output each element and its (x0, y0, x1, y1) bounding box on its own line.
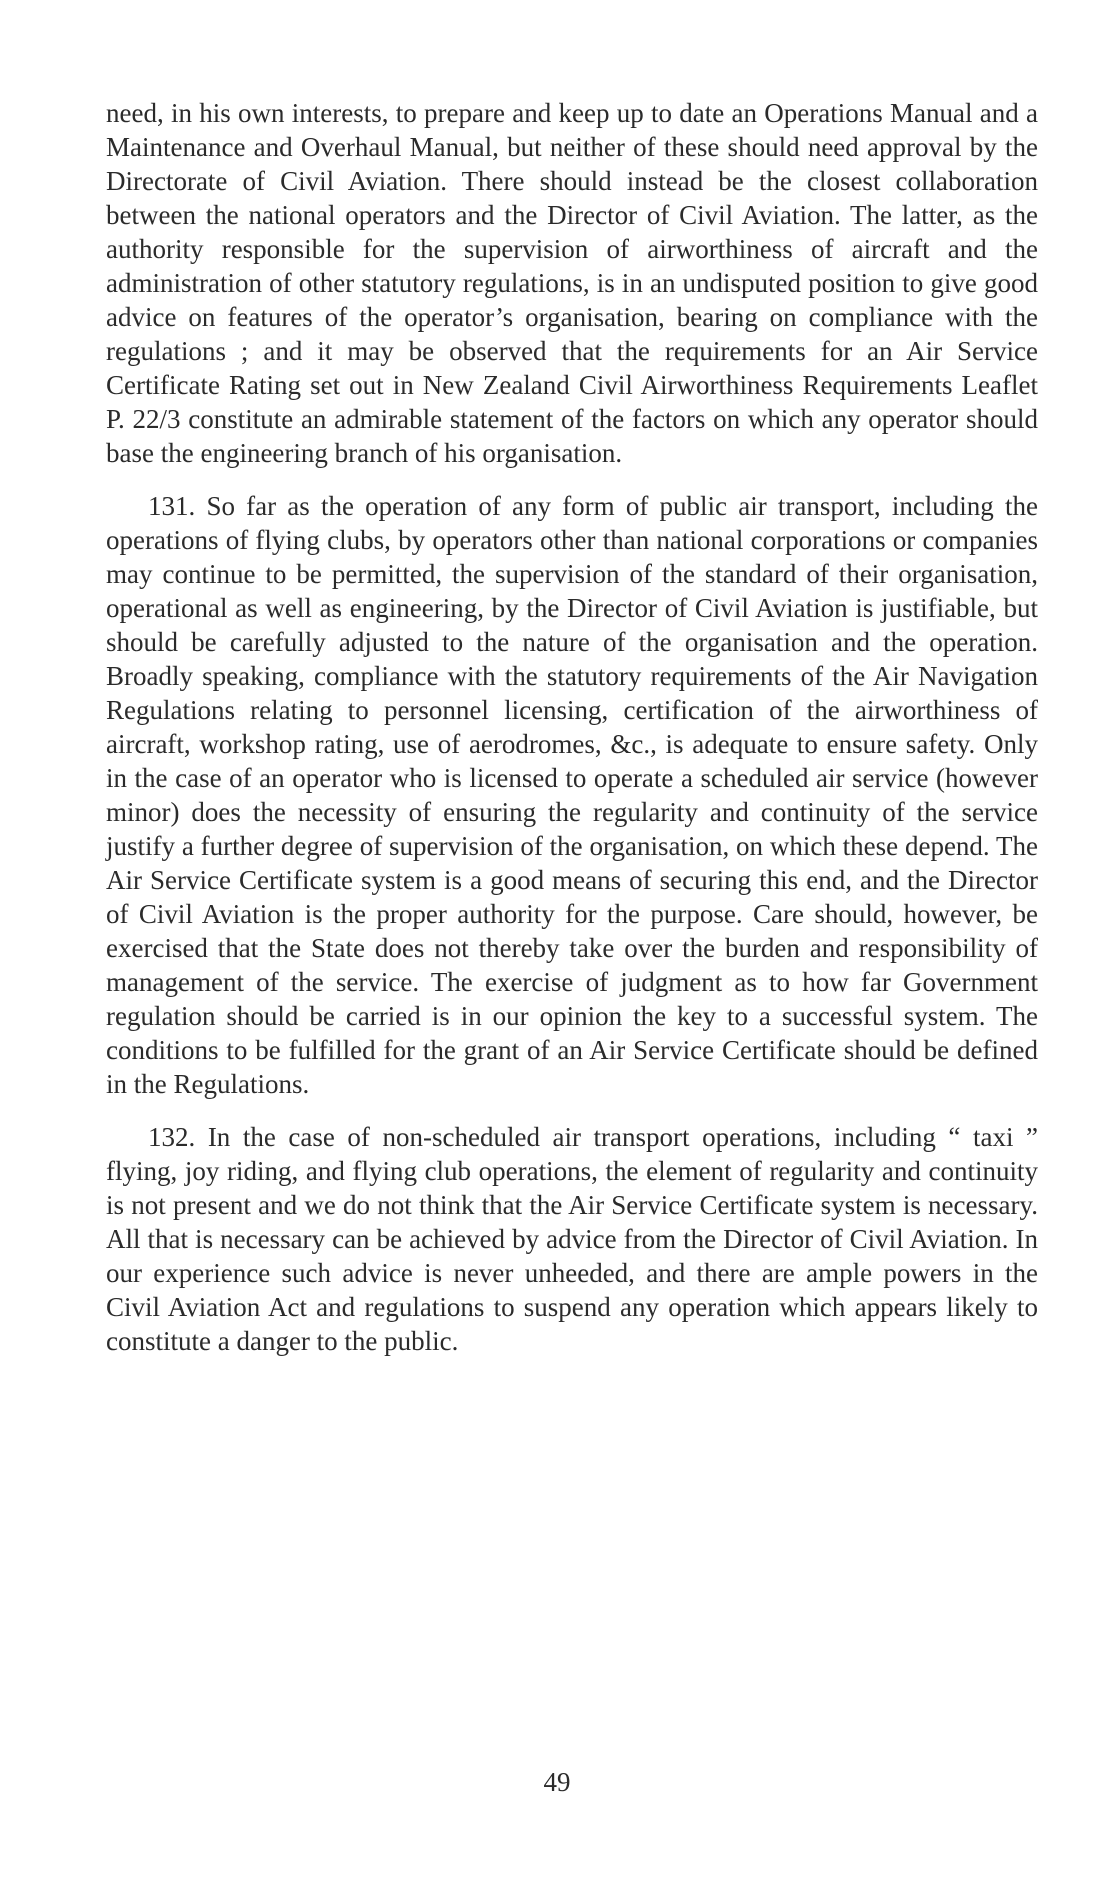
paragraph-131: 131. So far as the operation of any form of public air transport, including the operations of flying clubs, by operators other than national corporations or companies may continue to be permitted, the supervision of the standard of their organisation, operational as well as engineering, by the Director of Civil Aviation is justifiable, but should be carefully adjusted to the nature of the organisation and the operation. Broadly speaking, compliance with the statutory requirements of the Air Navigation Regulations relating to personnel licensing, certification of the airworthiness of aircraft, workshop rating, use of aerodromes, &c., is adequate to ensure safety. Only in the case of an operator who is licensed to operate a scheduled air service (however minor) does the necessity of ensuring the regularity and continuity of the service justify a further degree of supervision of the organisation, on which these depend. The Air Service Certificate system is a good means of securing this end, and the Director of Civil Aviation is the proper authority for the purpose. Care should, however, be exercised that the State does not thereby take over the burden and responsibility of management of the service. The exercise of judgment as to how far Government regulation should be carried is in our opinion the key to a successful system. The conditions to be fulfilled for the grant of an Air Service Certificate should be defined in the Regulations. (106, 491, 1038, 1099)
paragraph-continuation: need, in his own interests, to prepare and keep up to date an Operations Manual and a Maintenance and Overhaul Manual, but neither of these should need approval by the Directorate of Civil Aviation. There should instead be the closest collaboration between the national operators and the Director of Civil Aviation. The latter, as the authority responsible for the supervision of airworthiness of aircraft and the administration of other statutory regulations, is in an undisputed position to give good advice on features of the operator’s organisation, bearing on compliance with the regulations ; and it may be observed that the requirements for an Air Service Certificate Rating set out in New Zealand Civil Airworthiness Requirements Leaflet P. 22/3 constitute an admirable statement of the factors on which any operator should base the engineering branch of his organisation. (106, 98, 1038, 468)
document-page (106, 96, 1038, 1358)
paragraph-132: 132. In the case of non-scheduled air transport operations, including “ taxi ” flying, joy riding, and flying club operations, the element of regularity and continuity is not present and we do not think that the Air Service Certificate system is necessary. All that is necessary can be achieved by advice from the Director of Civil Aviation. In our experience such advice is never unheeded, and there are ample powers in the Civil Aviation Act and regulations to suspend any operation which appears likely to constitute a danger to the public. (106, 1122, 1038, 1356)
page-number: 49 (543, 1767, 571, 1797)
